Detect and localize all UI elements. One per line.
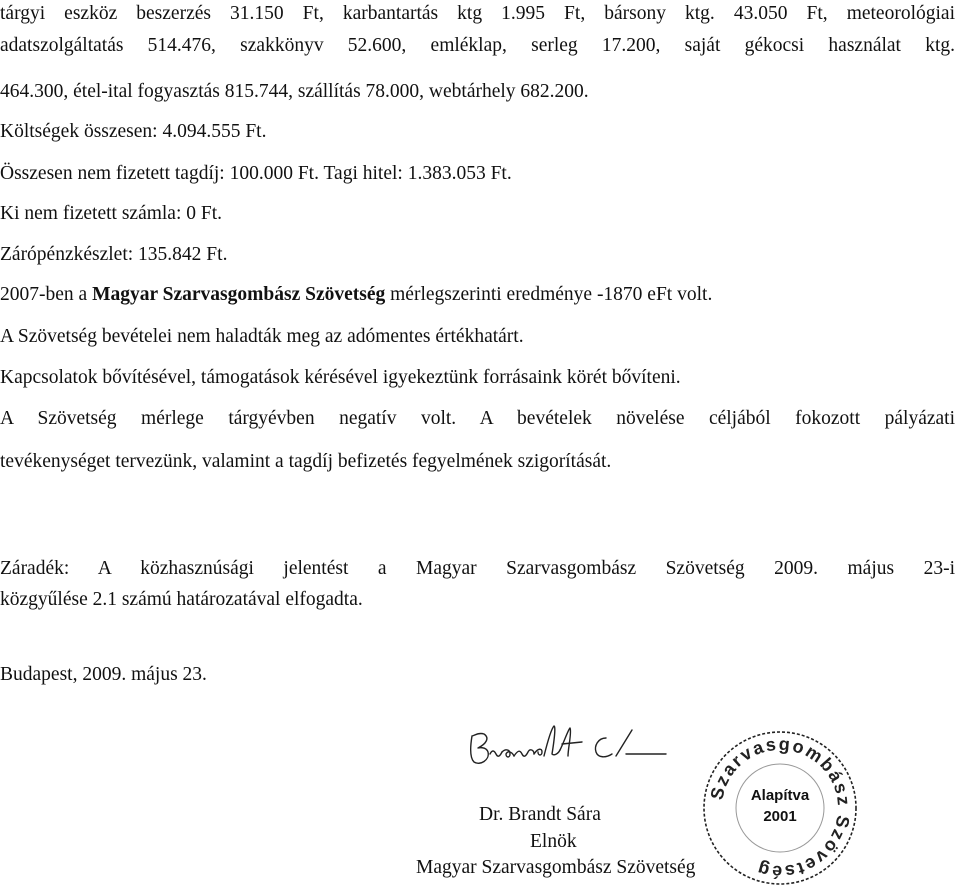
balance-line: A Szövetség mérlege tárgyévben negatív volt. A bevételek növelése céljából fokozott pályázati <box>0 408 955 429</box>
place-date: Budapest, 2009. május 23. <box>0 664 207 685</box>
association-seal-stamp <box>700 728 860 888</box>
relations-line: Kapcsolatok bővítésével, támogatások kérésével igyekeztünk forrásaink körét bővíteni. <box>0 367 681 388</box>
handwritten-signature <box>466 718 702 776</box>
revenue-line: A Szövetség bevételei nem haladták meg az adómentes értékhatárt. <box>0 326 524 347</box>
clause-line-2: közgyűlése 2.1 számú határozatával elfogadta. <box>0 589 363 610</box>
seal-ring-text: Szarvasgombász Szövetség <box>706 733 855 883</box>
result-suffix: mérlegszerinti eredménye -1870 eFt volt. <box>385 284 713 305</box>
closing-cash: Zárópénzkészlet: 135.842 Ft. <box>0 244 228 265</box>
clause-line-1: Záradék: A közhasznúsági jelentést a Magyar Szarvasgombász Szövetség 2009. május 23-i <box>0 558 955 579</box>
signer-name: Dr. Brandt Sára <box>479 804 601 825</box>
text-line-1: tárgyi eszköz beszerzés 31.150 Ft, karbantartás ktg 1.995 Ft, bársony ktg. 43.050 Ft, meteorológiai <box>0 3 955 24</box>
result-line <box>0 283 712 307</box>
seal-founded-year: 2001 <box>763 808 797 825</box>
result-prefix: 2007-ben a <box>0 284 93 305</box>
planning-line: tevékenységet tervezünk, valamint a tagdíj befizetés fegyelmének szigorítását. <box>0 451 612 472</box>
unpaid-fees: Összesen nem fizetett tagdíj: 100.000 Ft. Tagi hitel: 1.383.053 Ft. <box>0 163 512 184</box>
org-name-bold: Magyar Szarvasgombász Szövetség <box>92 284 386 305</box>
unpaid-invoices: Ki nem fizetett számla: 0 Ft. <box>0 203 223 224</box>
signer-organization: Magyar Szarvasgombász Szövetség <box>416 857 696 878</box>
costs-total: Költségek összesen: 4.094.555 Ft. <box>0 121 267 142</box>
text-line-3: 464.300, étel-ital fogyasztás 815.744, szállítás 78.000, webtárhely 682.200. <box>0 81 589 102</box>
signer-role: Elnök <box>530 831 577 852</box>
seal-founded-label: Alapítva <box>750 787 810 804</box>
text-line-2: adatszolgáltatás 514.476, szakkönyv 52.600, emléklap, serleg 17.200, saját gékocsi használat ktg. <box>0 35 955 56</box>
